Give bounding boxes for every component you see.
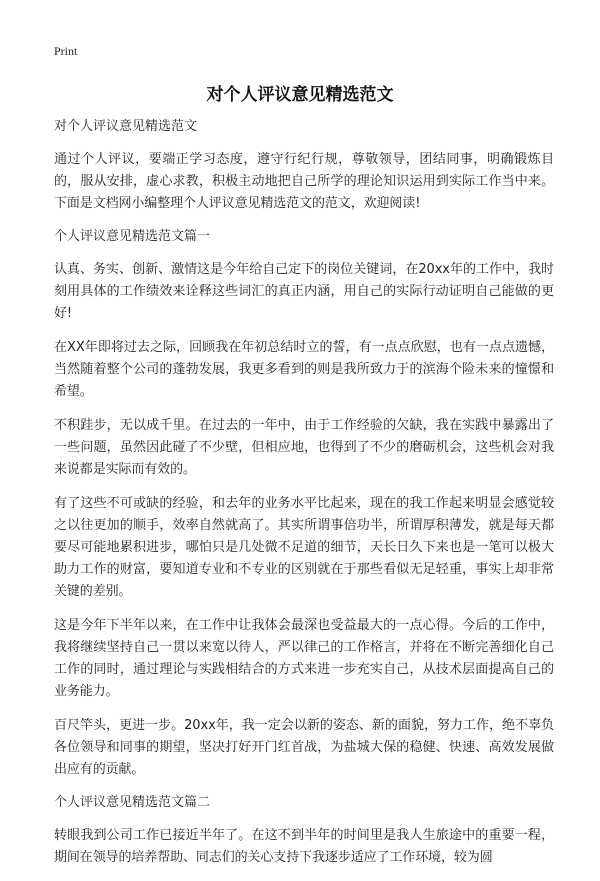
section-heading-2: 个人评议意见精选范文篇二 <box>54 795 211 810</box>
paragraph: 百尺竿头，更进一步。20xx年，我一定会以新的姿态、新的面貌，努力工作，绝不辜负各位领导和同事的期望，坚决打好开门红首战，为盐城大保的稳健、快速、高效发展做出应有的贡献。 <box>54 718 554 777</box>
paragraph: 在XX年即将过去之际，回顾我在年初总结时立的誓，有一点点欣慰，也有一点点遗憾，当然随着整个公司的蓬勃发展，我更多看到的则是我所致力于的滨海个险未来的憧憬和希望。 <box>54 340 554 399</box>
paragraph: 转眼我到公司工作已接近半年了。在这不到半年的时间里是我人生旅途中的重要一程，期间在领导的培养帮助、同志们的关心支持下我逐步适应了工作环境，较为圆 <box>54 828 554 865</box>
intro-paragraph: 通过个人评议，要端正学习态度，遵守行纪行规，尊敬领导，团结同事，明确锻炼目的，服从安排，虚心求教，积极主动地把自己所学的理论知识运用到实际工作当中来。下面是文档网小编整理个人评议意见精选范文的范文，欢迎阅读! <box>54 152 554 211</box>
page-title: 对个人评议意见精选范文 <box>206 85 394 105</box>
section-heading-1: 个人评议意见精选范文篇一 <box>54 229 211 244</box>
article-body <box>54 117 554 881</box>
paragraph: 认真、务实、创新、激情这是今年给自己定下的岗位关键词，在20xx年的工作中，我时刻用具体的工作绩效来诠释这些词汇的真正内涵，用自己的实际行动证明自己能做的更好! <box>54 262 554 321</box>
print-link[interactable]: Print <box>54 44 78 58</box>
paragraph: 有了这些不可或缺的经验，和去年的业务水平比起来，现在的我工作起来明显会感觉较之以往更加的顺手，效率自然就高了。其实所谓事倍功半，所谓厚积薄发，就是每天都要尽可能地累积进步，哪怕只是几处微不足道的细节，天长日久下来也是一笔可以极大助力工作的财富，要知道专业和不专业的区别就在于那些看似无足轻重，事实上却非常关键的差别。 <box>54 496 554 599</box>
paragraph: 这是今年下半年以来，在工作中让我体会最深也受益最大的一点心得。今后的工作中，我将继续坚持自己一贯以来宽以待人，严以律己的工作格言，并将在不断完善细化自己工作的同时，通过理论与实践相结合的方式来进一步充实自己，从技术层面提高自己的业务能力。 <box>54 618 554 699</box>
paragraph: 不积跬步，无以成千里。在过去的一年中，由于工作经验的欠缺，我在实践中暴露出了一些问题，虽然因此碰了不少壁，但相应地，也得到了不少的磨砺机会，这些机会对我来说都是实际而有效的。 <box>54 418 554 477</box>
article-subtitle: 对个人评议意见精选范文 <box>54 119 198 134</box>
